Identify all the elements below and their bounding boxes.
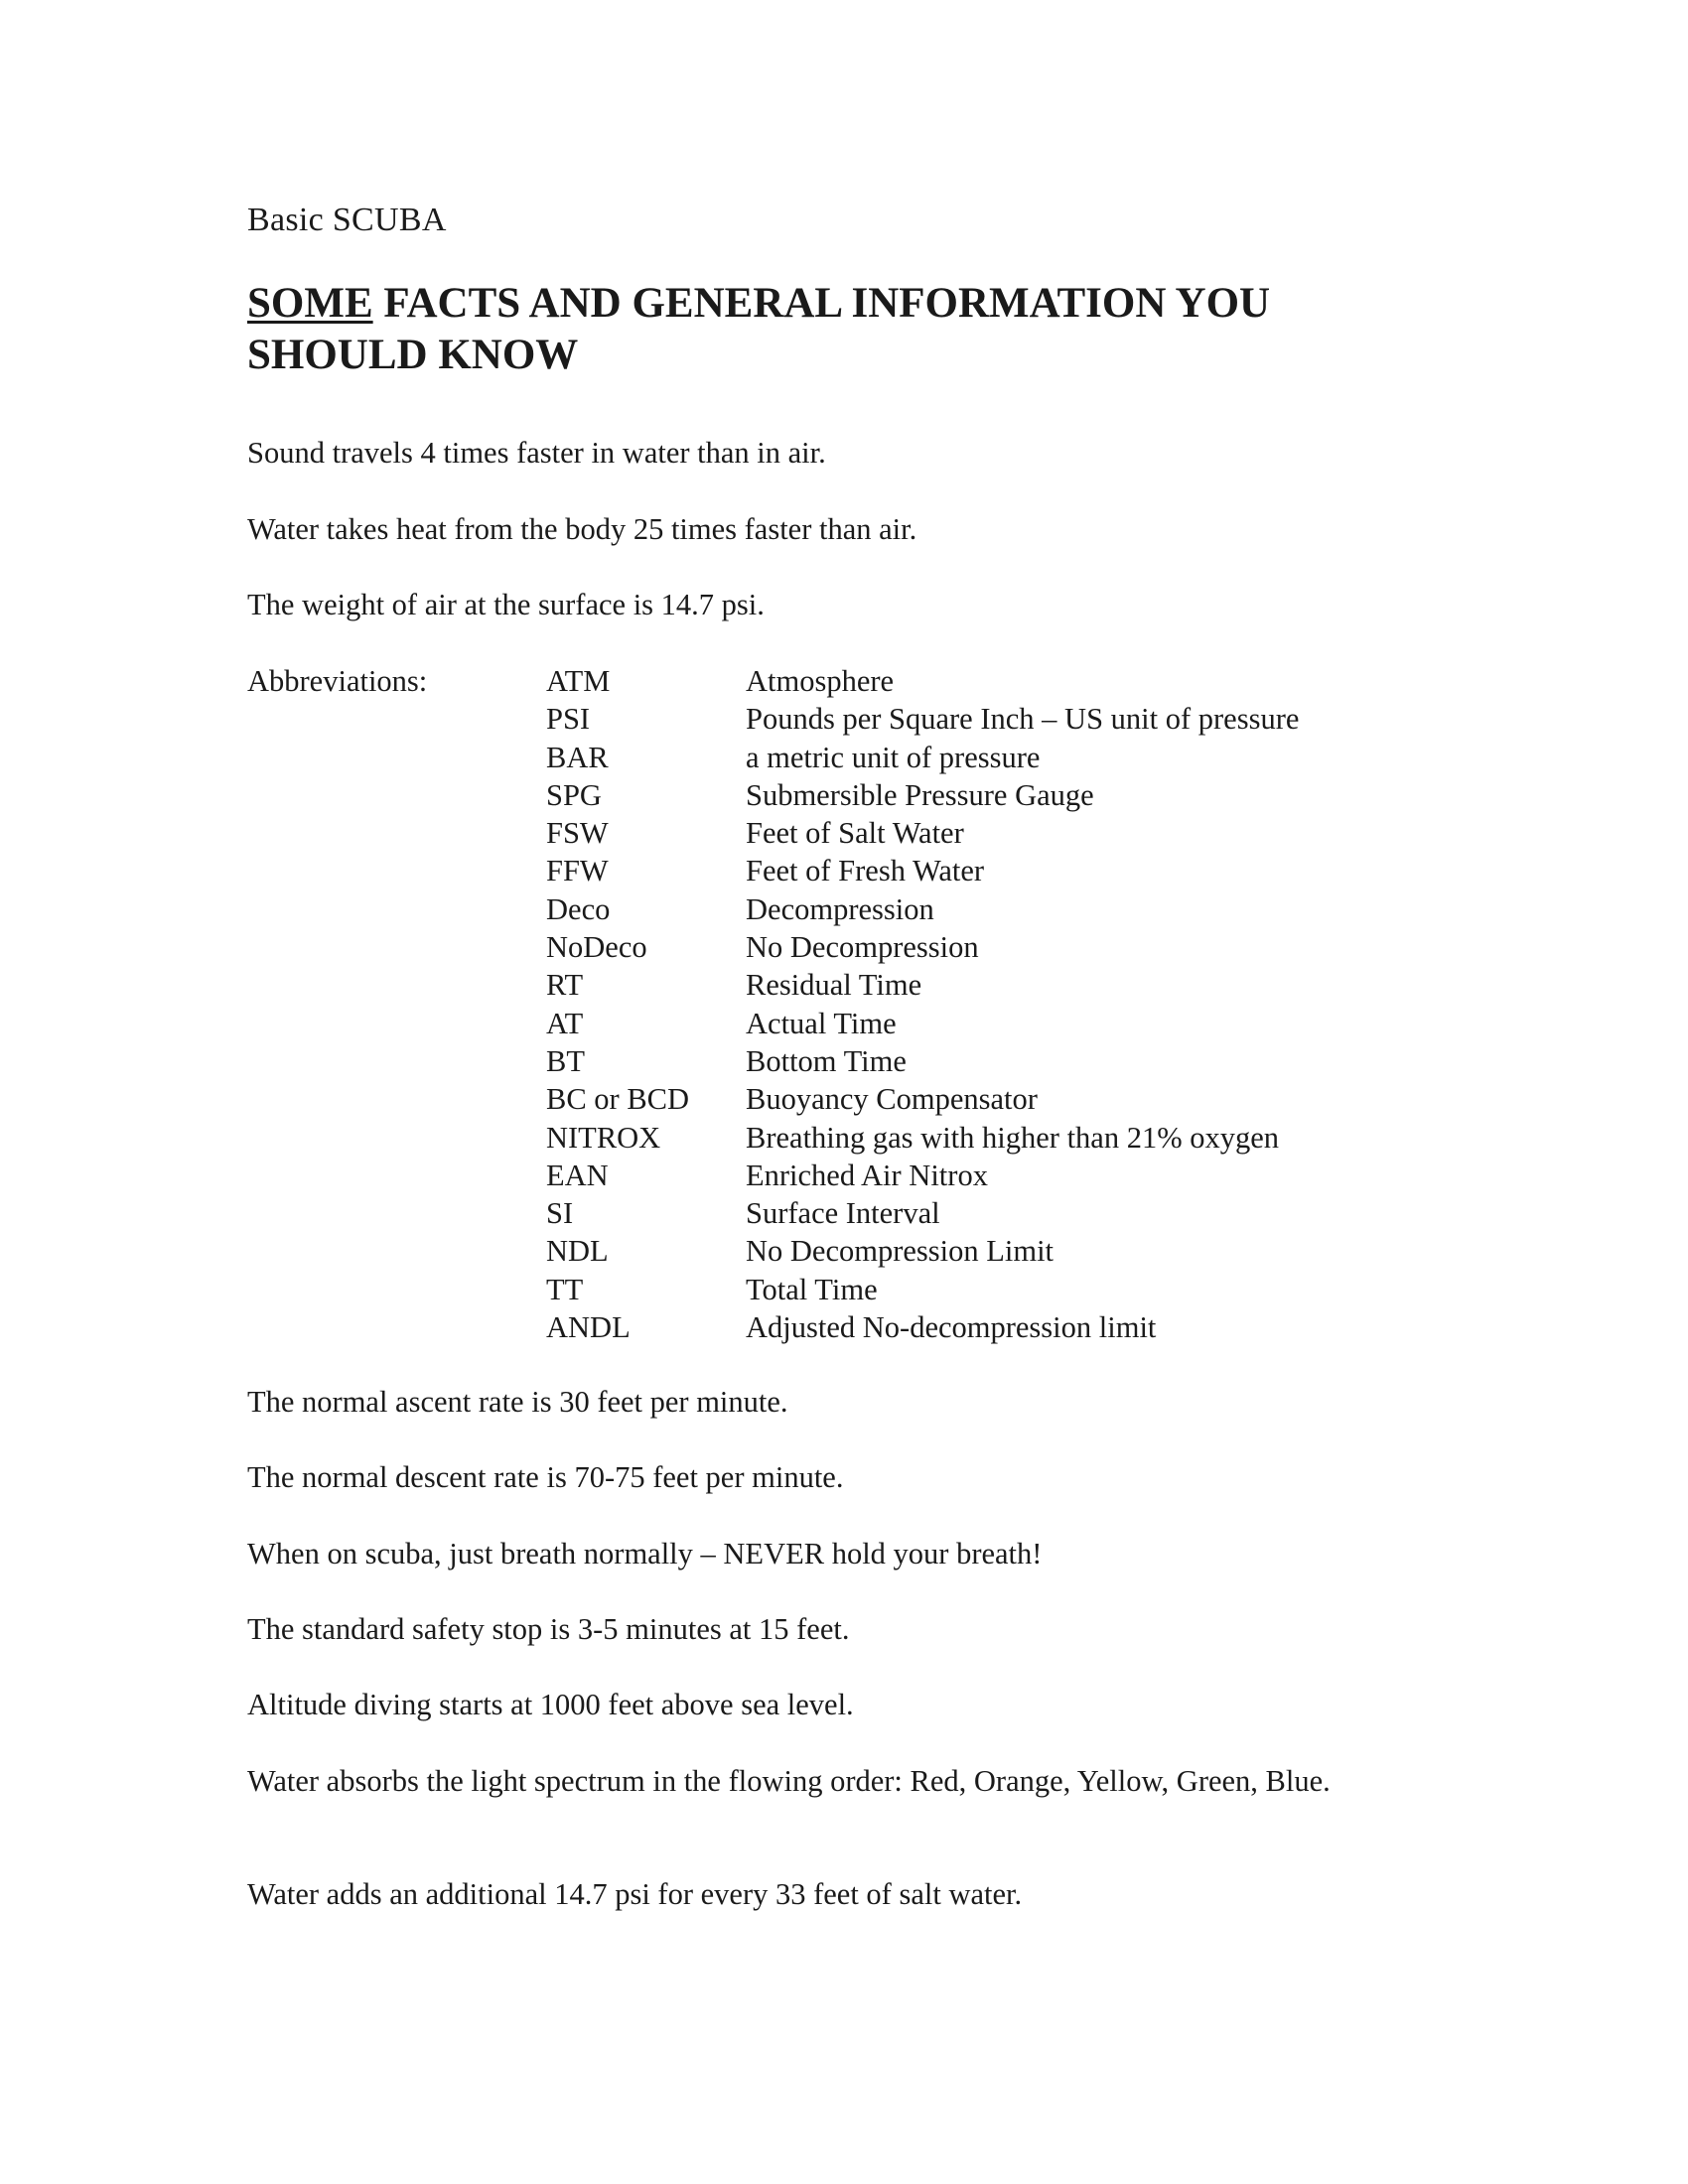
- fact-sound-speed: Sound travels 4 times faster in water than in air.: [247, 436, 826, 470]
- fact-light-absorption: Water absorbs the light spectrum in the flowing order: Red, Orange, Yellow, Green, Blue.: [247, 1764, 1331, 1798]
- list-item: [546, 1271, 1421, 1308]
- abbreviation-code: RT: [546, 968, 584, 1003]
- abbreviation-code: NDL: [546, 1234, 609, 1269]
- list-item: [546, 928, 1421, 966]
- abbreviation-code: AT: [546, 1006, 584, 1040]
- fact-heat-loss: Water takes heat from the body 25 times faster than air.: [247, 512, 917, 546]
- fact-breathing: When on scuba, just breath normally – NEVER hold your breath!: [247, 1537, 1043, 1570]
- abbreviation-code: ATM: [546, 664, 611, 698]
- fact-ascent-rate: The normal ascent rate is 30 feet per minute.: [247, 1385, 788, 1419]
- list-item: [546, 1042, 1421, 1080]
- abbreviation-code: NoDeco: [546, 930, 647, 965]
- abbreviation-definition: Enriched Air Nitrox: [746, 1158, 988, 1192]
- abbreviation-code: BC or BCD: [546, 1082, 690, 1117]
- list-item: [546, 739, 1421, 776]
- abbreviation-definition: Feet of Salt Water: [746, 816, 964, 851]
- abbreviation-definition: Submersible Pressure Gauge: [746, 777, 1094, 812]
- list-item: [546, 1194, 1421, 1232]
- abbreviation-definition: Residual Time: [746, 968, 922, 1003]
- abbreviation-definition: Bottom Time: [746, 1043, 907, 1078]
- abbreviation-code: FSW: [546, 816, 609, 851]
- abbreviation-code: SI: [546, 1196, 574, 1231]
- list-item: [546, 662, 1421, 700]
- list-item: [546, 1157, 1421, 1194]
- abbreviation-definition: No Decompression Limit: [746, 1234, 1055, 1269]
- page-title: [247, 278, 1389, 381]
- list-item: [546, 1308, 1421, 1346]
- abbreviation-definition: Atmosphere: [746, 664, 895, 698]
- list-item: [546, 852, 1421, 889]
- list-item: [546, 1005, 1421, 1042]
- fact-air-weight: The weight of air at the surface is 14.7 psi.: [247, 588, 765, 621]
- fact-water-pressure: Water adds an additional 14.7 psi for every 33 feet of salt water.: [247, 1877, 1023, 1911]
- abbreviation-code: TT: [546, 1272, 584, 1306]
- course-label: Basic SCUBA: [247, 202, 447, 238]
- list-item: [546, 1232, 1421, 1270]
- abbreviation-code: FFW: [546, 854, 609, 888]
- list-item: [546, 814, 1421, 852]
- abbreviation-code: PSI: [546, 702, 591, 737]
- abbreviation-definition: Actual Time: [746, 1006, 897, 1040]
- list-item: [546, 890, 1421, 928]
- abbreviations-list: [546, 662, 1421, 1346]
- list-item: [546, 1119, 1421, 1157]
- title-rest: FACTS AND GENERAL INFORMATION YOU SHOULD KNOW: [247, 280, 1271, 378]
- list-item: [546, 700, 1421, 738]
- abbreviation-definition: No Decompression: [746, 930, 979, 965]
- abbreviation-definition: Surface Interval: [746, 1196, 940, 1231]
- abbreviation-code: ANDL: [546, 1310, 631, 1345]
- list-item: [546, 776, 1421, 814]
- abbreviation-definition: Breathing gas with higher than 21% oxygen: [746, 1120, 1280, 1155]
- abbreviation-definition: Feet of Fresh Water: [746, 854, 985, 888]
- abbreviation-definition: Total Time: [746, 1272, 878, 1306]
- abbreviation-definition: Adjusted No-decompression limit: [746, 1310, 1157, 1345]
- abbreviation-code: NITROX: [546, 1120, 661, 1155]
- abbreviation-code: EAN: [546, 1158, 609, 1192]
- fact-safety-stop: The standard safety stop is 3-5 minutes at 15 feet.: [247, 1612, 850, 1646]
- abbreviations-label: Abbreviations:: [247, 664, 428, 698]
- fact-altitude-diving: Altitude diving starts at 1000 feet above sea level.: [247, 1688, 854, 1721]
- abbreviation-definition: Decompression: [746, 891, 934, 926]
- abbreviation-code: BT: [546, 1043, 585, 1078]
- abbreviation-code: SPG: [546, 777, 602, 812]
- title-emphasis: SOME: [247, 280, 373, 327]
- abbreviation-definition: Pounds per Square Inch – US unit of pressure: [746, 702, 1300, 737]
- fact-descent-rate: The normal descent rate is 70-75 feet per minute.: [247, 1460, 844, 1494]
- abbreviation-code: BAR: [546, 740, 609, 774]
- abbreviation-definition: a metric unit of pressure: [746, 740, 1041, 774]
- list-item: [546, 966, 1421, 1004]
- list-item: [546, 1080, 1421, 1118]
- abbreviation-code: Deco: [546, 891, 611, 926]
- abbreviation-definition: Buoyancy Compensator: [746, 1082, 1038, 1117]
- document-page: [247, 0, 1439, 2184]
